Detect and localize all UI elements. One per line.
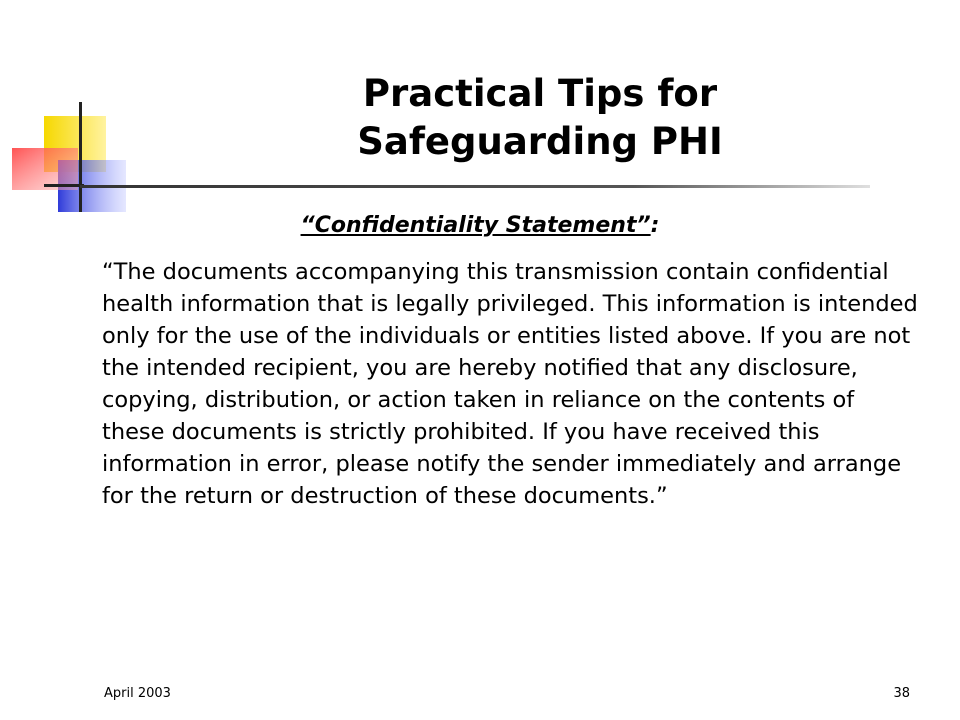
confidentiality-heading-text: “Confidentiality Statement” <box>300 213 651 238</box>
slide-number: 38 <box>893 686 910 701</box>
slide-title-line1: Practical Tips for <box>362 72 718 115</box>
red-square <box>12 148 78 190</box>
logo-horizontal-line <box>44 184 84 187</box>
slide-title <box>190 70 890 166</box>
slide-title-line2: Safeguarding PHI <box>357 120 723 163</box>
confidentiality-heading <box>100 208 860 244</box>
title-divider <box>80 185 870 188</box>
confidentiality-heading-colon: : <box>650 213 660 238</box>
decorative-squares-logo <box>0 0 140 230</box>
logo-vertical-line <box>79 102 82 212</box>
confidentiality-statement-body: “The documents accompanying this transmission contain confidential health information that is legally privileged. This information is intended only for the use of the individuals or entities listed above. If you are not the intended recipient, you are hereby notified that any disclosure, copying, distribution, or action taken in reliance on the contents of these documents is strictly prohibited. If you have received this information in error, please notify the sender immediately and arrange for the return or destruction of these documents.” <box>102 259 918 509</box>
footer-date: April 2003 <box>104 686 171 701</box>
